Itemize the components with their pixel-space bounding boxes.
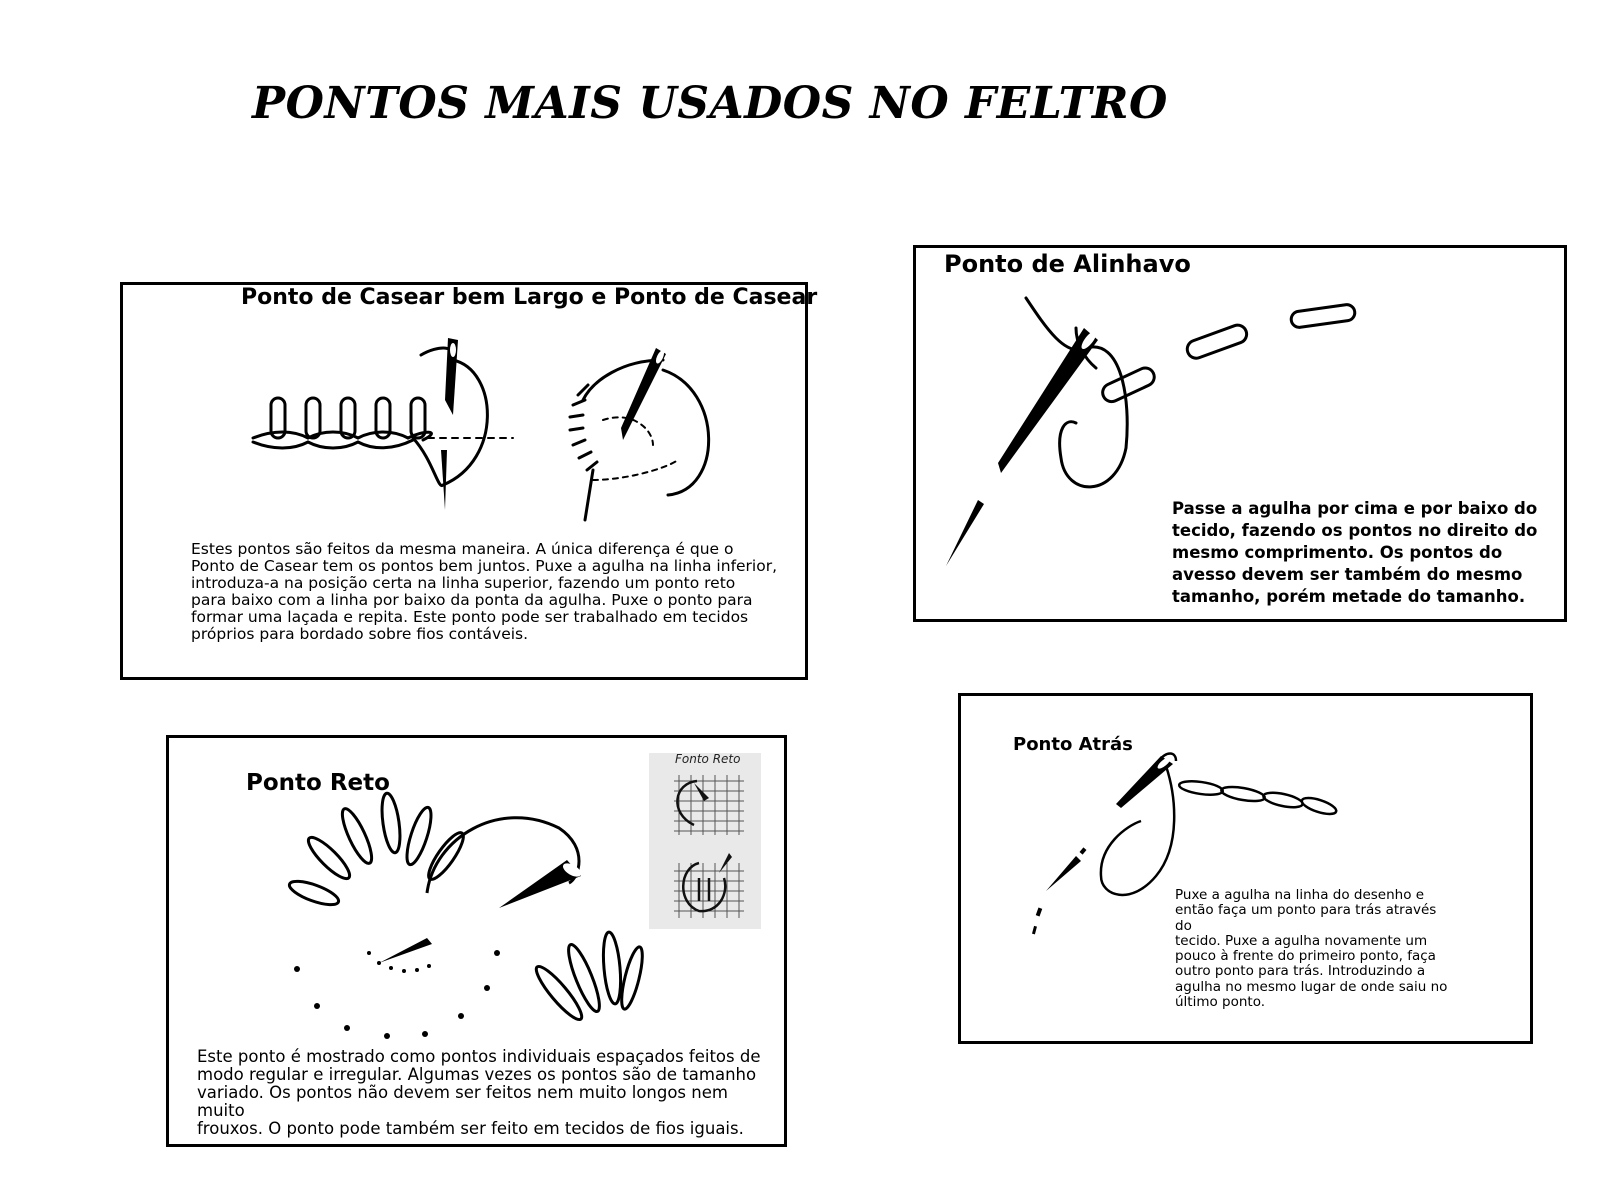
needle-icon — [946, 328, 1099, 566]
atras-panel — [958, 693, 1533, 1044]
needle-icon — [1046, 756, 1173, 891]
reto-panel — [166, 735, 787, 1147]
reto-illustration — [169, 778, 649, 1048]
casear-title: Ponto de Casear bem Largo e Ponto de Casear — [241, 285, 818, 310]
alinhavo-title: Ponto de Alinhavo — [944, 250, 1191, 278]
alinhavo-description: Passe a agulha por cima e por baixo do tecido, fazendo os pontos no direito do mesmo comprimento. Os pontos do avesso devem ser também do mesmo tamanho, porém metade do tamanho. — [1172, 499, 1538, 606]
casear-panel — [120, 282, 818, 680]
reto-description: Este ponto é mostrado como pontos individuais espaçados feitos de modo regular e irregular. Algumas vezes os pontos são de tamanho variado. Os pontos não devem ser feitos nem muito longos nem muito frouxos. O ponto pode também ser feito em tecidos de fios iguais. — [197, 1047, 761, 1138]
atras-description: Puxe a agulha na linha do desenho e então faça um ponto para trás através do tecido. Puxe a agulha novamente um pouco à frente do primeiro ponto, faça outro ponto para trás. Introduzindo a agulha no mesmo lugar de onde saiu no último ponto. — [1175, 887, 1448, 1011]
reto-title: Ponto Reto — [246, 770, 390, 796]
casear-illustration — [123, 320, 811, 550]
atras-title: Ponto Atrás — [1013, 734, 1133, 755]
needle-icon — [379, 860, 583, 963]
page-title: PONTOS MAIS USADOS NO FELTRO — [252, 78, 1168, 129]
reto-thumbnail — [649, 753, 761, 929]
needle-icon — [441, 338, 458, 510]
casear-description: Estes pontos são feitos da mesma maneira. A única diferença é que o Ponto de Casear tem os pontos bem juntos. Puxe a agulha na linha inferior, introduza-a na posição certa na linha superior, fazendo um ponto reto para baixo com a linha por baixo da ponta da agulha. Puxe o ponto para formar uma laçada e repita. Este ponto pode ser trabalhado em tecidos próprios para bordado sobre fios contáveis. — [191, 540, 778, 643]
reto-thumbnail-label: Fonto Reto — [675, 752, 741, 766]
alinhavo-panel — [913, 245, 1567, 622]
